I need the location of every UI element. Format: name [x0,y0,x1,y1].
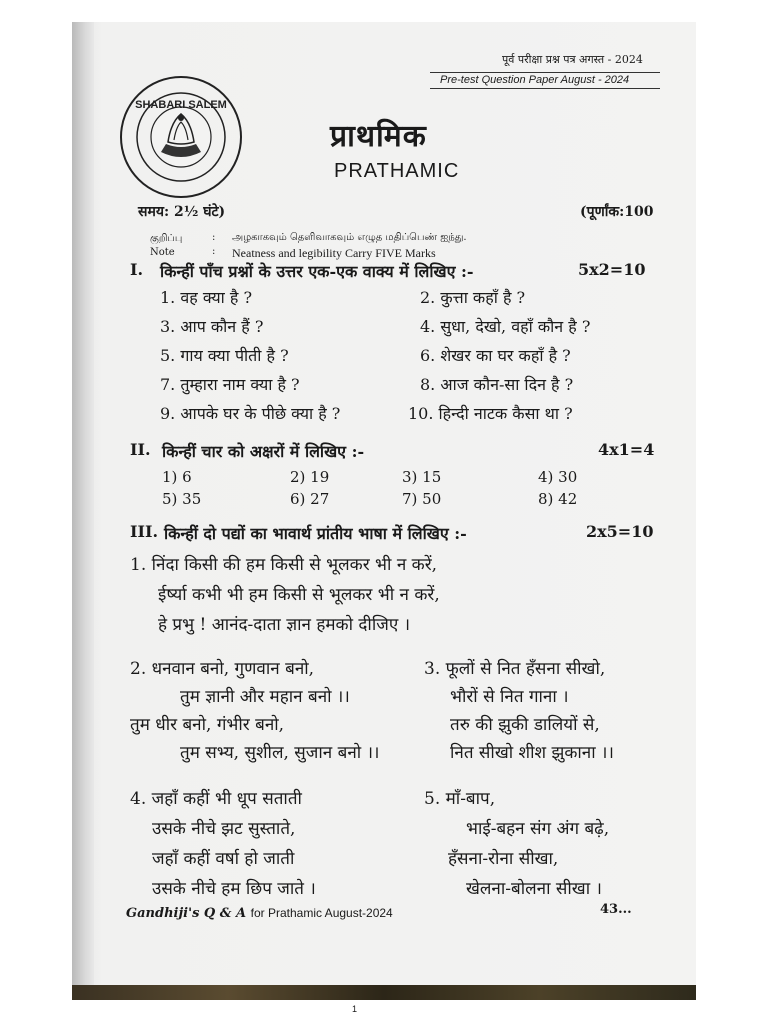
page-number: 43... [600,902,632,917]
title-hindi: प्राथमिक [330,119,427,154]
footer-brand: Gandhiji's Q & A [126,906,247,921]
poem-4-line: 4. जहाँ कहीं भी धूप सताती [130,789,302,809]
pdf-page-number: 1 [352,1004,358,1014]
note-text-english: Neatness and legibility Carry FIVE Marks [232,246,436,260]
poem-2-line: तुम ज्ञानी और महान बनो ।। [180,687,350,707]
poem-5-line: भाई-बहन संग अंग बढ़े, [466,819,610,839]
total-marks: (पूर्णांक:100 [580,204,654,220]
section-2-marks: 4x1=4 [598,440,655,459]
poem-5-line: 5. माँ-बाप, [424,789,496,809]
poem-3-line: भौरों से नित गाना । [450,687,569,707]
section-3-numeral: III. [130,522,159,541]
poem-2-line: 2. धनवान बनो, गुणवान बनो, [130,659,315,679]
question-4: 4. सुधा, देखो, वहाँ कौन है ? [420,317,591,336]
poem-3-line: तरु की झुकी डालियों से, [450,715,600,735]
poem-2-line: तुम धीर बनो, गंभीर बनो, [130,715,285,735]
poem-3-line: 3. फूलों से नित हँसना सीखो, [424,659,606,679]
question-7: 7. तुम्हारा नाम क्या है ? [160,375,300,394]
note-label [150,232,182,260]
question-8: 8. आज कौन-सा दिन है ? [420,375,574,394]
question-6: 6. शेखर का घर कहाँ है ? [420,346,571,365]
section-2-heading: किन्हीं चार को अक्षरों में लिखिए :- [162,442,365,461]
number-item: 7) 50 [402,490,442,508]
number-item: 1) 6 [162,468,192,486]
poem-1-line: ईर्ष्या कभी भी हम किसी से भूलकर भी न करें, [158,585,440,605]
hindi-subtitle: पूर्व परीक्षा प्रश्न पत्र अगस्त - 2024 [502,53,643,66]
number-item: 5) 35 [162,490,202,508]
footer-text: for Prathamic August-2024 [250,906,393,920]
note-text-tamil: அழகாகவும் தெளிவாகவும் எழுத மதிப்பெண் ஐந்து. [232,232,467,243]
poem-5-line: खेलना-बोलना सीखा । [466,879,602,899]
book-spine-shadow [72,22,94,1000]
section-1-heading: किन्हीं पाँच प्रश्नों के उत्तर एक-एक वाक्य में लिखिए :- [160,262,474,281]
poem-5-line: हँसना-रोना सीखा, [448,849,559,869]
question-1: 1. वह क्या है ? [160,288,253,307]
section-2-numeral: II. [130,440,151,459]
poem-1-line: 1. निंदा किसी की हम किसी से भूलकर भी न करें, [130,555,438,575]
note-label-tamil: குறிப்பு [150,233,183,244]
section-3-heading: किन्हीं दो पद्यों का भावार्थ प्रांतीय भाषा में लिखिए :- [164,524,467,543]
note-colon-2: : [212,246,216,257]
number-item: 3) 15 [402,468,442,486]
poem-1-line: हे प्रभु ! आनंद-दाता ज्ञान हमको दीजिए । [158,615,411,635]
question-3: 3. आप कौन हैं ? [160,317,264,336]
section-3-marks: 2x5=10 [586,522,654,541]
logo-name: SHABARI SALEM [135,99,227,111]
poem-4-line: जहाँ कहीं वर्षा हो जाती [152,849,295,869]
footer [126,906,393,921]
question-2: 2. कुत्ता कहाँ है ? [420,288,526,307]
section-1-numeral: I. [130,260,144,279]
question-9: 9. आपके घर के पीछे क्या है ? [160,404,341,423]
english-subtitle: Pre-test Question Paper August - 2024 [440,74,630,86]
poem-4-line: उसके नीचे हम छिप जाते । [152,879,316,899]
note-label-english: Note [150,247,175,258]
title-english: PRATHAMIC [334,160,460,182]
poem-2-line: तुम सभ्य, सुशील, सुजान बनो ।। [180,743,380,763]
question-5: 5. गाय क्या पीती है ? [160,346,289,365]
note-colon: : [212,232,216,243]
poem-4-line: उसके नीचे झट सुस्ताते, [152,819,296,839]
document-photo [72,22,696,1000]
shabari-salem-logo [116,72,246,202]
number-item: 8) 42 [538,490,578,508]
number-item: 2) 19 [290,468,330,486]
number-item: 4) 30 [538,468,578,486]
time-allowed: समय: 2½ घंटे) [138,204,226,220]
header-rule-bottom [430,88,660,89]
question-10: 10. हिन्दी नाटक कैसा था ? [408,404,573,423]
header-rule [430,72,660,73]
poem-3-line: नित सीखो शीश झुकाना ।। [450,743,614,763]
table-surface [72,985,696,1000]
number-item: 6) 27 [290,490,330,508]
section-1-marks: 5x2=10 [578,260,646,279]
